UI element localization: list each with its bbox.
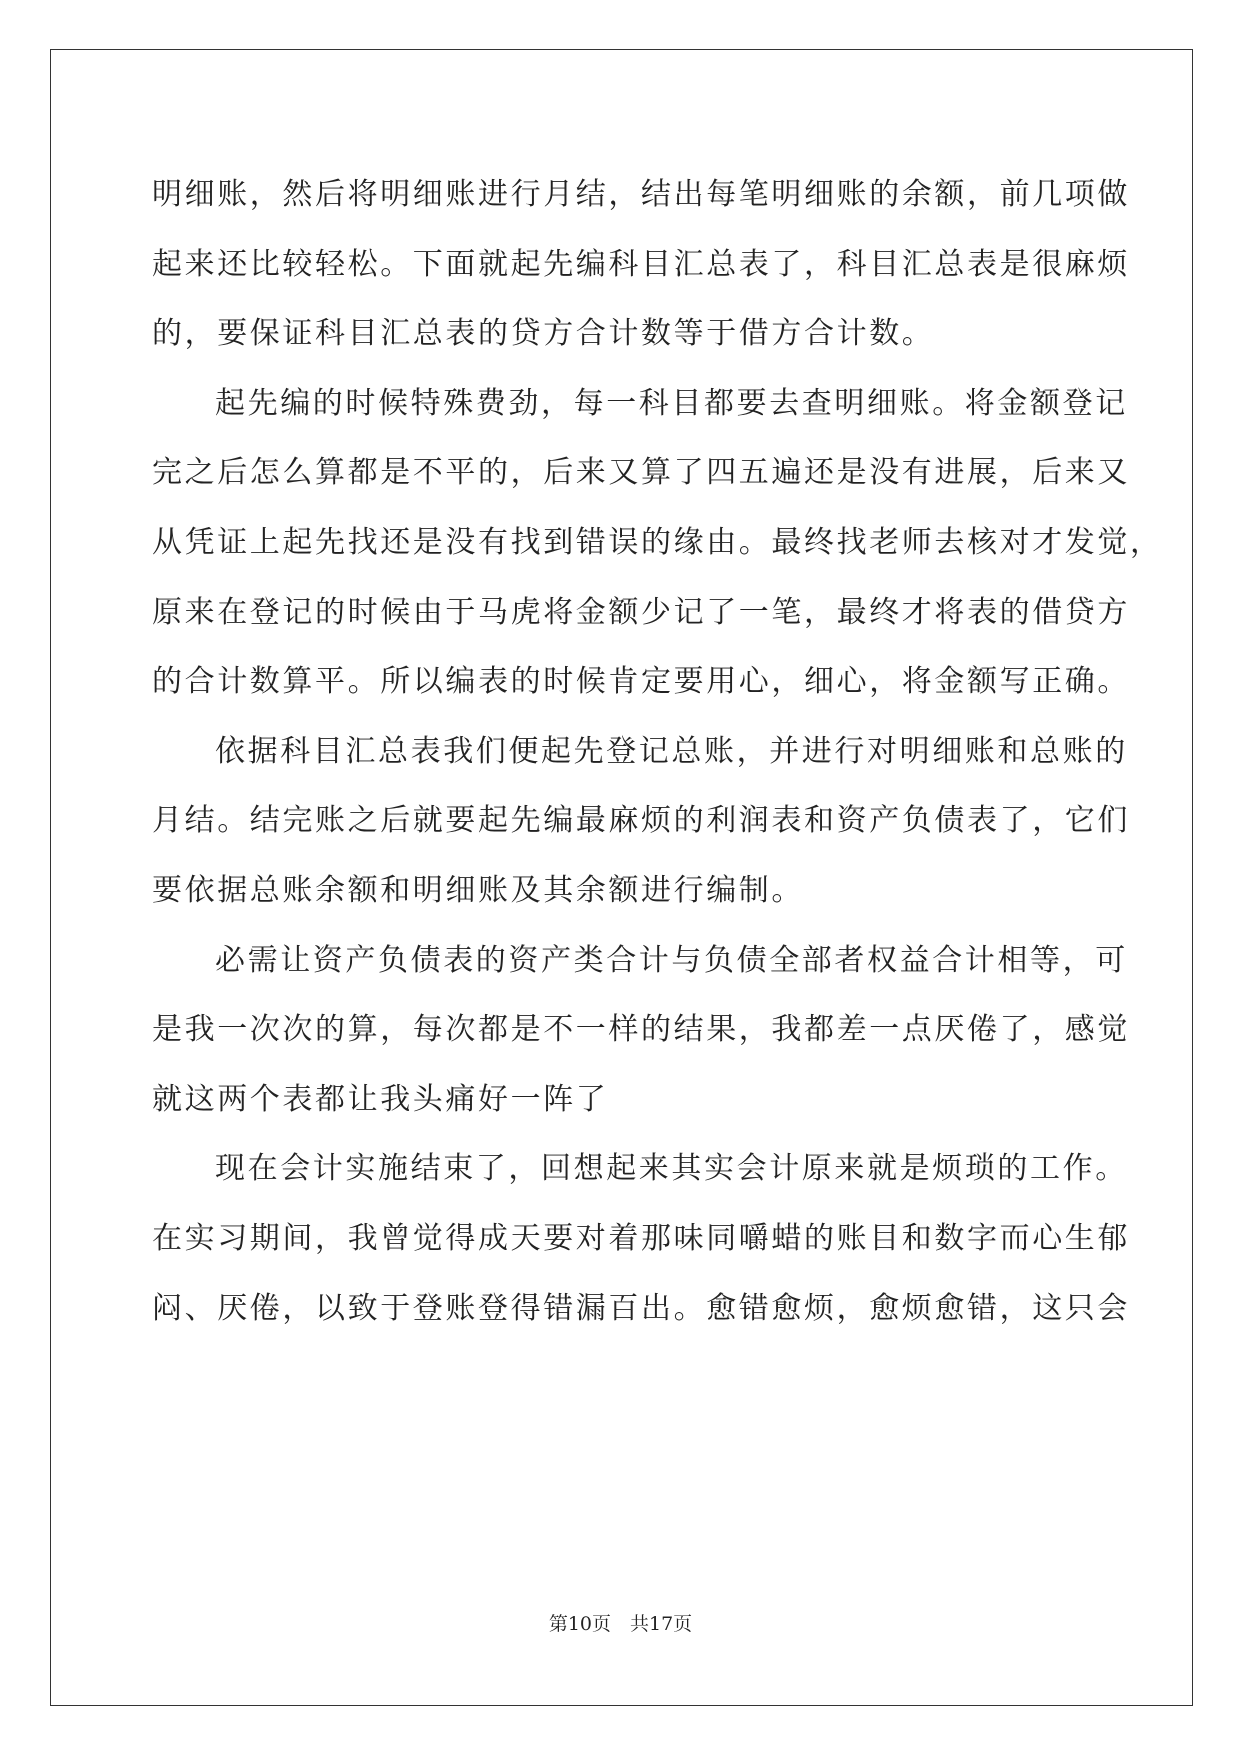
text-line: 闷、厌倦，以致于登账登得错漏百出。愈错愈烦，愈烦愈错，这只会 [152,1290,1130,1326]
text-line: 从凭证上起先找还是没有找到错误的缘由。最终找老师去核对才发觉， [152,524,1163,560]
text-line: 的，要保证科目汇总表的贷方合计数等于借方合计数。 [152,316,935,352]
text-line: 完之后怎么算都是不平的，后来又算了四五遍还是没有进展，后来又 [152,455,1130,491]
page-number-footer: 第10页 共17页 [548,1613,693,1635]
text-line: 现在会计实施结束了，回想起来其实会计原来就是烦琐的工作。 [215,1151,1128,1187]
text-line: 必需让资产负债表的资产类合计与负债全部者权益合计相等，可 [215,942,1128,978]
text-line: 依据科目汇总表我们便起先登记总账，并进行对明细账和总账的 [215,733,1128,769]
text-line: 在实习期间，我曾觉得成天要对着那味同嚼蜡的账目和数字而心生郁 [152,1220,1130,1256]
text-line: 明细账，然后将明细账进行月结，结出每笔明细账的余额，前几项做 [152,177,1130,212]
text-line: 要依据总账余额和明细账及其余额进行编制。 [152,872,804,908]
text-line: 就这两个表都让我头痛好一阵了 [152,1081,609,1117]
text-line: 原来在登记的时候由于马虎将金额少记了一笔，最终才将表的借贷方 [152,594,1130,630]
text-line: 的合计数算平。所以编表的时候肯定要用心，细心，将金额写正确。 [152,664,1130,700]
text-line: 月结。结完账之后就要起先编最麻烦的利润表和资产负债表了，它们 [152,803,1130,839]
text-line: 是我一次次的算，每次都是不一样的结果，我都差一点厌倦了，感觉 [152,1012,1130,1048]
text-line: 起来还比较轻松。下面就起先编科目汇总表了，科目汇总表是很麻烦 [152,246,1130,282]
document-body [152,160,1163,1343]
text-line: 起先编的时候特殊费劲，每一科目都要去查明细账。将金额登记 [215,385,1128,421]
